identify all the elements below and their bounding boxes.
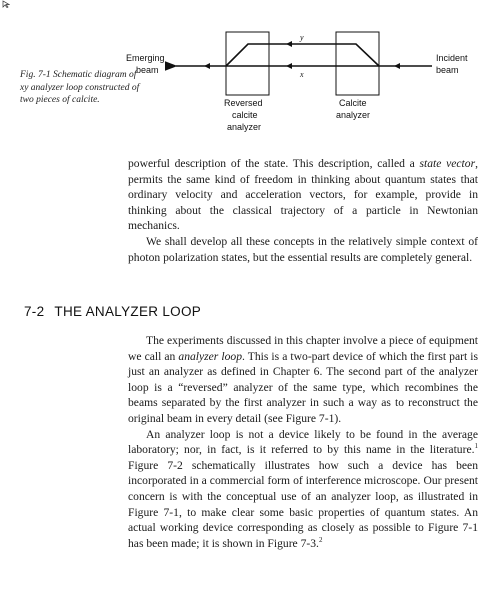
calcite-label-1: Calcite [339, 98, 367, 108]
footnote-marker-1: 1 [474, 442, 478, 451]
section-heading [24, 304, 201, 319]
emerging-label-1: Emerging [126, 53, 165, 63]
section-title: THE ANALYZER LOOP [54, 304, 202, 319]
axis-x-label: x [300, 70, 304, 79]
reversed-label-3: analyzer [227, 122, 262, 132]
incident-label-2: beam [436, 65, 459, 75]
term-analyzer-loop: analyzer loop [178, 349, 242, 363]
incident-arrowhead [394, 63, 400, 69]
reversed-calcite-box [226, 32, 269, 95]
emerging-label-2: beam [136, 65, 159, 75]
y-path-arrowhead [286, 41, 292, 47]
figure-caption [20, 69, 140, 107]
body-paragraph-1 [128, 333, 478, 427]
x-path-arrowhead [286, 63, 292, 69]
intro-p1-part-a: powerful description of the state. This description, called a [128, 157, 420, 170]
incident-label-1: Incident [436, 53, 468, 63]
emerging-arrowhead [204, 63, 210, 69]
body-p1-part-b: . This is a two-part device of which the first part is just an analyzer as defined in Chapter 6. The second part of the analyzer loop is a “reversed” analyzer of the same type, which recombines the beams separated by the first analyzer in such a way as to reconstruct the original beam in every detail (see Figure 7-1). [128, 349, 479, 425]
calcite-label-2: analyzer [336, 110, 371, 120]
figure-caption-text: Schematic diagram of xy analyzer loop constructed of two pieces of calcite. [20, 70, 140, 105]
body-paragraph-2 [128, 427, 478, 552]
intro-paragraph-1 [128, 156, 478, 234]
footnote-marker-2: 2 [318, 535, 323, 544]
section-body [128, 333, 478, 551]
reversed-label-1: Reversed [224, 98, 263, 108]
axis-y-label: y [300, 33, 304, 42]
body-p1-part-a: The experiments discussed in this chapter involve a piece of equipment we call an [128, 334, 478, 363]
intro-text [128, 156, 478, 265]
figure-7-1 [0, 0, 502, 148]
calcite-analyzer-box [336, 32, 379, 95]
section-number: 7-2 [24, 304, 45, 319]
intro-p1-part-b: , permits the same kind of freedom in thinking about quantum states that ordinary velocity and acceleration vectors, for example, provide in thinking about the classical trajectory of a particle in Newtonian mechanics. [128, 157, 478, 233]
beam-y-path [226, 44, 379, 66]
body-p2-part-a: An analyzer loop is not a device likely to be found in the average laboratory; nor, in fact, is it referred to by this name in the literature. [128, 427, 478, 457]
body-p2-part-b: Figure 7-2 schematically illustrates how such a device has been incorporated in a commercial form of interference microscope. Our present concern is with the conceptual use of an analyzer loop, as illustrated in Figure 7-1, to make clear some basic properties of quantum states. An actual working device corresponding as closely as possible to Figure 7-1 has been made; it is shown in Figure 7-3. [128, 458, 478, 550]
reversed-label-2: calcite [232, 110, 258, 120]
term-state-vector: state vector [419, 157, 476, 170]
figure-caption-number: Fig. 7-1 [20, 70, 51, 80]
intro-paragraph-2: We shall develop all these concepts in the relatively simple context of photon polarization states, but the essential results are completely general. [128, 234, 478, 264]
